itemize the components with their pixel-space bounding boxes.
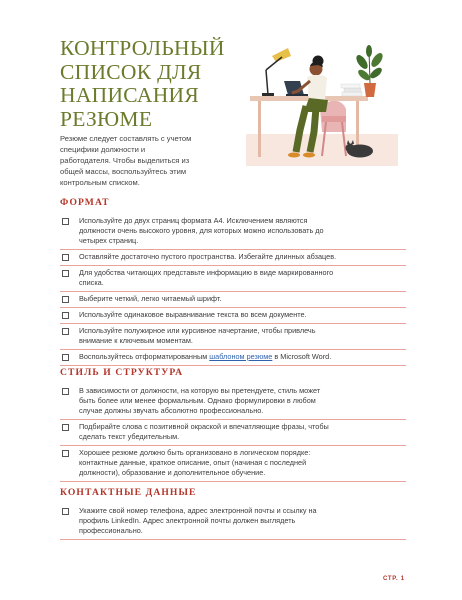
item-line: четырех страниц. xyxy=(79,236,139,245)
desk-leg xyxy=(258,101,261,157)
intro-line: контрольным списком. xyxy=(60,178,140,187)
item-line: профессионально. xyxy=(79,526,143,535)
checklist-item xyxy=(60,384,406,420)
laptop-base xyxy=(286,94,308,96)
torso xyxy=(307,75,327,100)
item-line: Используйте одинаковое выравнивание текста во всем документе. xyxy=(79,310,307,319)
title-line: РЕЗЮМЕ xyxy=(60,106,153,131)
item-text: Воспользуйтесь отформатированным xyxy=(79,352,210,361)
checkbox-icon[interactable] xyxy=(62,354,69,361)
contact-section-title: КОНТАКТНЫЕ ДАННЫЕ xyxy=(60,487,197,498)
cat-head xyxy=(346,144,355,153)
item-line: В зависимости от должности, на которую вы претендуете, стиль может xyxy=(79,386,321,395)
checklist-item xyxy=(60,420,406,446)
checklist-item xyxy=(60,324,406,350)
plant-leaf-icon xyxy=(368,66,383,80)
chair-seat xyxy=(322,116,346,122)
item-line: Выберите четкий, легко читаемый шрифт. xyxy=(79,294,222,303)
style-section xyxy=(60,367,406,482)
title-line: СПИСОК ДЛЯ xyxy=(60,59,202,84)
checklist-item xyxy=(60,214,406,250)
checkbox-icon[interactable] xyxy=(62,424,69,431)
lamp-stand xyxy=(266,70,268,95)
item-line: должности), образование и дополнительное обучение. xyxy=(79,468,266,477)
item-line: Используйте до двух страниц формата A4. Исключением являются xyxy=(79,216,308,225)
checkbox-icon[interactable] xyxy=(62,254,69,261)
plant-leaf-icon xyxy=(366,45,372,57)
checklist-item xyxy=(60,446,406,482)
item-line: Используйте полужирное или курсивное начертание, чтобы привлечь xyxy=(79,326,316,335)
intro-line: специфики должности и xyxy=(60,145,146,154)
style-section-title: СТИЛЬ И СТРУКТУРА xyxy=(60,367,184,378)
checkbox-icon[interactable] xyxy=(62,508,69,515)
book xyxy=(342,92,362,96)
lamp-base xyxy=(262,93,274,96)
item-line: быть более или менее формальным. Однако формулировки в любом xyxy=(79,396,316,405)
contact-section xyxy=(60,487,406,540)
format-section xyxy=(60,197,406,366)
book xyxy=(341,84,360,88)
item-line: должности очень высокого уровня, для которых можно использовать до xyxy=(79,226,324,235)
resume-template-link[interactable]: шаблоном резюме xyxy=(209,352,273,361)
woman-at-desk-illustration xyxy=(238,40,406,168)
checkbox-icon[interactable] xyxy=(62,312,69,319)
shoe xyxy=(288,153,300,158)
item-line: списка. xyxy=(79,278,104,287)
format-section-title: ФОРМАТ xyxy=(60,197,110,208)
checkbox-icon[interactable] xyxy=(62,296,69,303)
item-line: контактные данные, краткое описание, опыт (начиная с последней xyxy=(79,458,307,467)
plant-pot xyxy=(364,83,376,97)
checklist-item xyxy=(60,504,406,540)
page-number: СТР. 1 xyxy=(383,576,405,582)
checklist-item xyxy=(60,350,406,366)
checkbox-icon[interactable] xyxy=(62,218,69,225)
checkbox-icon[interactable] xyxy=(62,328,69,335)
checklist-item xyxy=(60,266,406,292)
checkbox-icon[interactable] xyxy=(62,270,69,277)
item-line: Для удобства читающих представьте информацию в виде маркированного xyxy=(79,268,334,277)
item-line xyxy=(79,352,406,362)
document-title xyxy=(60,37,260,131)
checkbox-icon[interactable] xyxy=(62,450,69,457)
item-line: Оставляйте достаточно пустого пространства. Избегайте длинных абзацев. xyxy=(79,252,337,261)
intro-line: работодателя. Чтобы выделиться из xyxy=(60,156,190,165)
title-line: КОНТРОЛЬНЫЙ xyxy=(60,36,225,60)
item-line: Укажите свой номер телефона, адрес электронной почты и ссылку на xyxy=(79,506,317,515)
checklist-item xyxy=(60,308,406,324)
shoe xyxy=(303,153,315,158)
item-line: профиль LinkedIn. Адрес электронной почты должен выглядеть xyxy=(79,516,296,525)
intro-paragraph xyxy=(60,133,235,188)
book xyxy=(344,88,361,92)
item-line: Хорошее резюме должно быть организовано в логическом порядке: xyxy=(79,448,311,457)
intro-line: общей массы, воспользуйтесь этим xyxy=(60,167,187,176)
checkbox-icon[interactable] xyxy=(62,388,69,395)
intro-line: Резюме следует составлять с учетом xyxy=(60,134,192,143)
item-line: случае должны звучать абсолютно профессионально. xyxy=(79,406,264,415)
item-line: Подбирайте слова с позитивной окраской и впечатляющие фразы, чтобы xyxy=(79,422,329,431)
lamp-shade xyxy=(272,48,291,62)
item-line: внимание к ключевым моментам. xyxy=(79,336,193,345)
checklist-item xyxy=(60,250,406,266)
title-line: НАПИСАНИЯ xyxy=(60,83,199,107)
item-line: сделать текст убедительным. xyxy=(79,432,180,441)
item-text: в Microsoft Word. xyxy=(272,352,332,361)
checklist-item xyxy=(60,292,406,308)
